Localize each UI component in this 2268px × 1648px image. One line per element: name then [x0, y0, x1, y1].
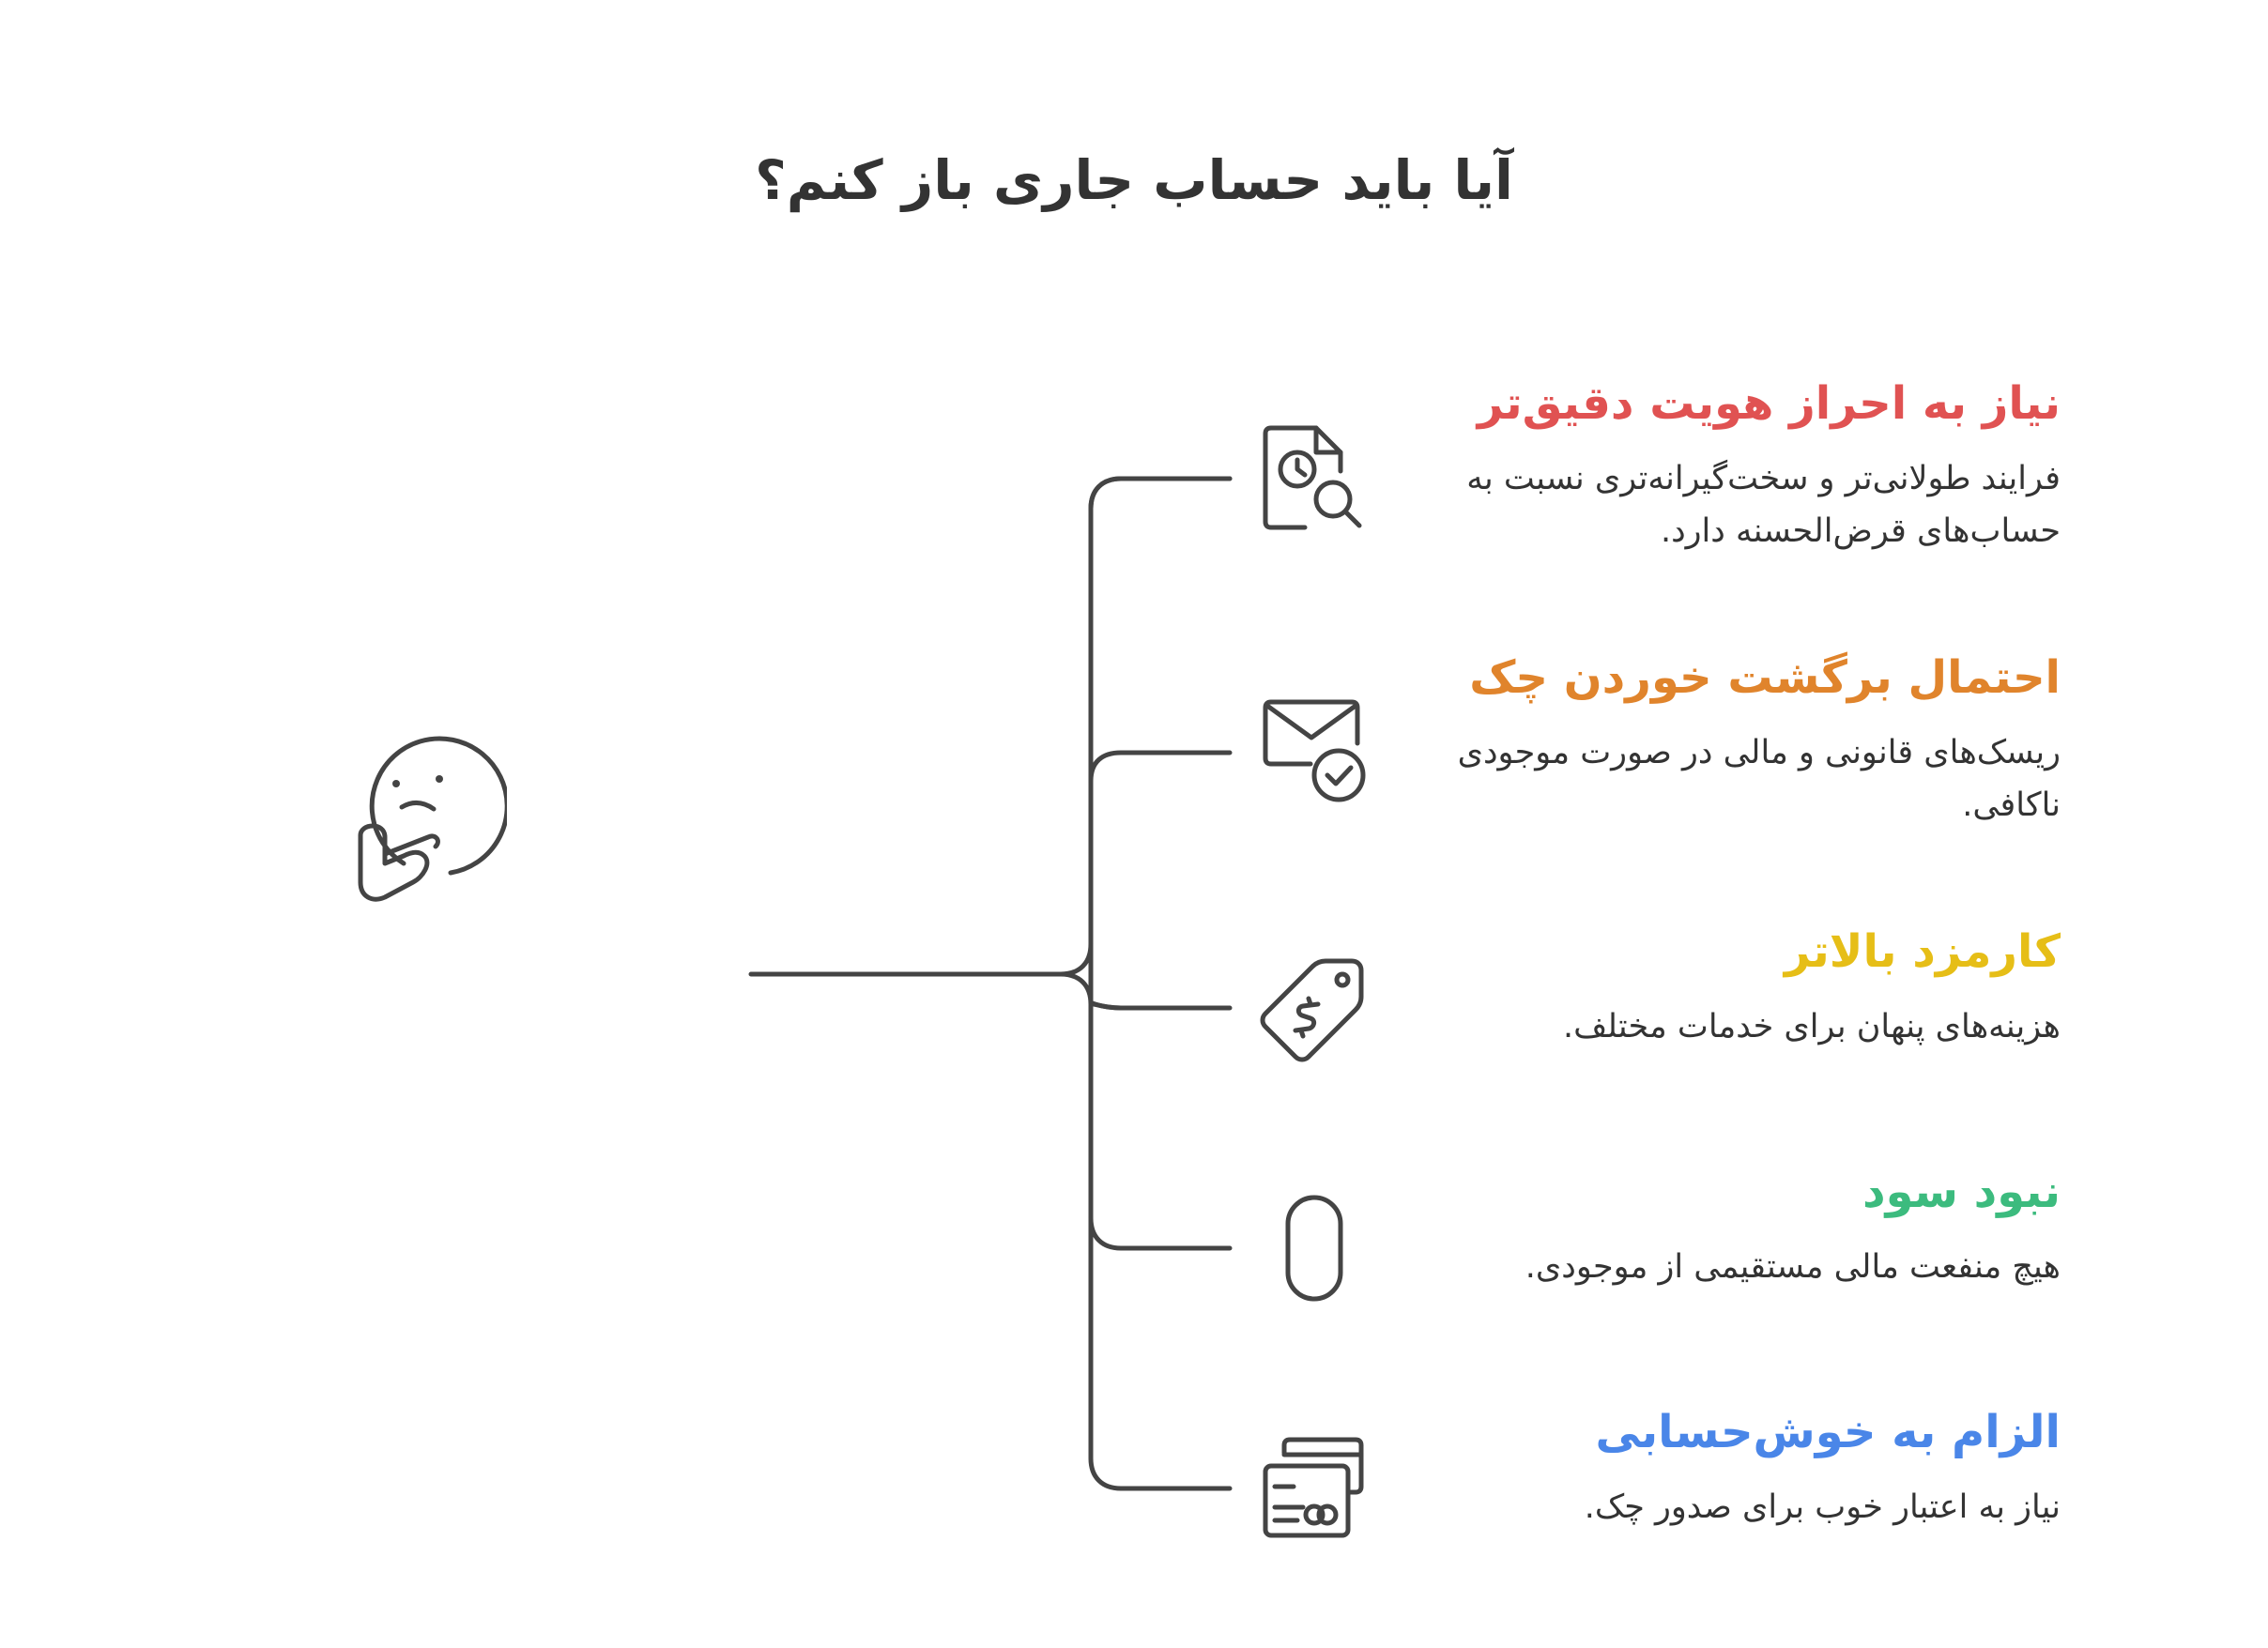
branch-description-3: هزینه‌های پنهان برای خدمات مختلف. — [1562, 1008, 2061, 1045]
branch-description-1: فرایند طولانی‌تر و سخت‌گیرانه‌تری نسبت به حساب‌های قرض‌الحسنه دارد. — [1466, 460, 2061, 550]
credit-cards-icon — [1258, 1432, 1371, 1545]
connector-branch-2 — [1091, 753, 1230, 781]
branch-item-1 — [1403, 375, 2061, 557]
document-clock-search-icon — [1258, 422, 1371, 535]
branch-heading-1: نیاز به احراز هویت دقیق‌تر — [1477, 377, 2061, 430]
diagram-title: آیا باید حساب جاری باز کنم؟ — [755, 148, 1513, 212]
branch-item-2 — [1403, 649, 2061, 832]
branch-item-4 — [1403, 1164, 2061, 1293]
branch-heading-4: نبود سود — [1862, 1166, 2061, 1218]
branch-heading-3: کارمزد بالاتر — [1784, 925, 2061, 978]
price-tag-dollar-icon — [1258, 952, 1371, 1064]
branch-heading-5: الزام به خوش‌حسابی — [1595, 1406, 2061, 1458]
connector-branch-3b — [1091, 944, 1121, 1008]
branch-description-2: ریسک‌های قانونی و مالی در صورت موجودی ناکافی. — [1457, 734, 2061, 824]
connector-branch-4 — [1091, 1004, 1230, 1248]
branch-heading-2: احتمال برگشت خوردن چک — [1469, 651, 2061, 704]
connector-branch-3 — [1061, 974, 1230, 1008]
branch-description-4: هیچ منفعت مالی مستقیمی از موجودی. — [1525, 1248, 2061, 1286]
connector-branch-1 — [1091, 479, 1230, 509]
zero-icon — [1258, 1192, 1371, 1305]
envelope-check-icon — [1258, 696, 1371, 809]
connector-branch-5 — [1091, 1218, 1230, 1488]
branch-item-3 — [1403, 923, 2061, 1053]
thinking-face-icon — [347, 732, 507, 910]
branch-description-5: نیاز به اعتبار خوب برای صدور چک. — [1584, 1488, 2061, 1526]
trunk-line — [751, 479, 1230, 974]
branch-item-5 — [1403, 1404, 2061, 1534]
